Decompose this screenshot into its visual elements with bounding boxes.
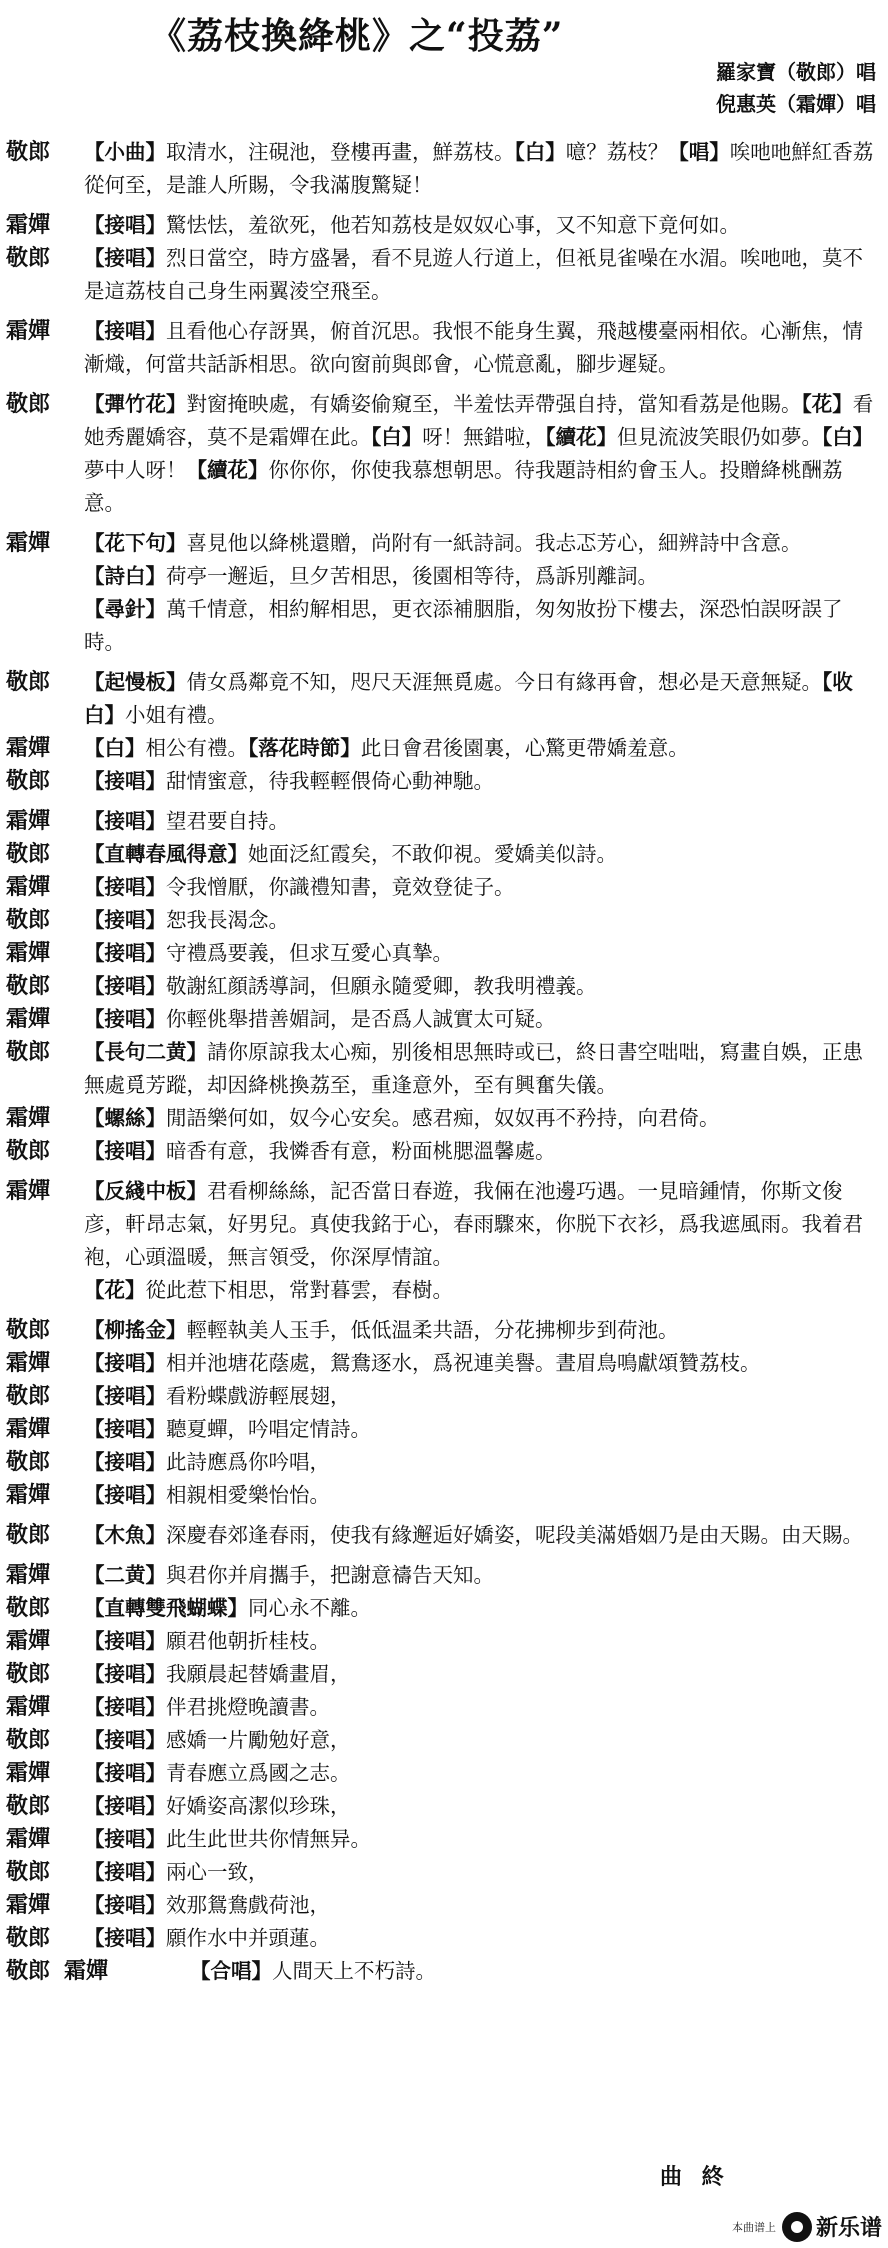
script-line: [0, 1625, 888, 1658]
speaker-name: [0, 1856, 84, 1889]
tune-tag: 【白】: [84, 736, 146, 760]
speaker-name: [0, 1559, 84, 1592]
lyric-text: [84, 1479, 888, 1512]
tune-tag: 【接唱】: [84, 1761, 166, 1785]
script-line: [0, 904, 888, 937]
watermark-logo: [732, 2211, 882, 2242]
line-spacer: [0, 1552, 888, 1559]
tune-tag: 【直轉雙飛蝴蝶】: [84, 1596, 248, 1620]
speaker-label-second: 霜嬋: [64, 1958, 109, 1984]
script-line: [0, 1592, 888, 1625]
lyric-segment: 噫？荔枝？: [565, 140, 669, 164]
speaker-label: 敬郎: [6, 1661, 51, 1687]
tune-tag: 【白】: [371, 425, 423, 449]
lyric-segment: 輕輕執美人玉手，低低温柔共語，分花拂柳步到荷池。: [186, 1318, 679, 1342]
speaker-name: [0, 242, 84, 275]
speaker-label: 敬郎: [6, 1138, 51, 1164]
speaker-name: [0, 1380, 84, 1413]
speaker-name: [0, 666, 84, 699]
speaker-name: [0, 1446, 84, 1479]
lyric-text: [84, 1102, 888, 1135]
tune-tag: 【收白】: [84, 670, 853, 727]
lyric-text: [84, 1691, 888, 1724]
watermark-brand: 新乐谱: [815, 2216, 882, 2241]
script-line: [0, 1380, 888, 1413]
lyric-segment: 效那鴛鴦戲荷池，: [166, 1893, 330, 1917]
speaker-label: 霜嬋: [6, 1350, 51, 1376]
speaker-label: 霜嬋: [6, 212, 51, 238]
tune-tag: 【接唱】: [84, 1827, 166, 1851]
lyric-text: [84, 1856, 888, 1889]
speaker-name: [0, 765, 84, 798]
script-line: [0, 1274, 888, 1307]
speaker-label: 霜嬋: [6, 1006, 51, 1032]
line-spacer: [0, 1168, 888, 1175]
credit-line-ni: 倪惠英（霜嬋）唱: [716, 92, 876, 116]
tune-tag: 【白】: [514, 140, 566, 164]
lyric-segment: 人間天上不朽詩。: [272, 1959, 436, 1983]
singer-credits: [716, 56, 876, 120]
lyric-segment: 甜情蜜意，待我輕輕偎倚心動神馳。: [166, 769, 494, 793]
tune-tag: 【白】: [822, 425, 874, 449]
speaker-name: [0, 871, 84, 904]
speaker-label: 敬郎: [6, 973, 51, 999]
tune-tag: 【接唱】: [84, 319, 166, 343]
script-line: [0, 209, 888, 242]
speaker-label: 霜嬋: [6, 1482, 51, 1508]
speaker-label: 霜嬋: [6, 1416, 51, 1442]
script-line: [0, 315, 888, 381]
tune-tag: 【尋針】: [84, 597, 166, 621]
lyric-segment: 兩心一致，: [166, 1860, 269, 1884]
lyric-segment: 對窗掩映處，有嬌姿偷窺至，半羞怯弄帶强自持，當知看荔是他賜。: [186, 392, 802, 416]
lyric-text: [84, 1380, 888, 1413]
music-disc-icon: [782, 2212, 812, 2242]
speaker-label: 敬郎: [6, 1925, 51, 1951]
speaker-label: 敬郎: [6, 768, 51, 794]
script-line: [0, 1724, 888, 1757]
lyric-segment: 請你原諒我太心痴，别後相思無時或已，終日書空咄咄，寫畫自娛，正患無處覓芳蹤，却因絳桃換荔至，重逢意外，至有興奮失儀。: [84, 1040, 863, 1097]
speaker-name: [0, 1691, 84, 1724]
lyric-text: [84, 666, 888, 732]
tune-tag: 【花下句】: [84, 531, 187, 555]
speaker-label: 霜嬋: [6, 1892, 51, 1918]
lyric-text: [84, 1519, 888, 1552]
lyric-text: [84, 1658, 888, 1691]
lyric-text: [84, 1413, 888, 1446]
speaker-name: [0, 838, 84, 871]
lyric-segment: 與君你并肩攜手，把謝意禱告天知。: [166, 1563, 494, 1587]
speaker-name: [0, 805, 84, 838]
speaker-name: [0, 1175, 84, 1208]
lyric-segment: 此生此世共你情無异。: [166, 1827, 371, 1851]
speaker-name: [0, 1519, 84, 1552]
tune-tag: 【接唱】: [84, 769, 166, 793]
lyric-segment: 同心永不離。: [248, 1596, 371, 1620]
speaker-label: 敬郎: [6, 1039, 51, 1065]
speaker-label: 霜嬋: [6, 1826, 51, 1852]
lyric-segment: 你輕佻舉措善媚詞，是否爲人誠實太可疑。: [166, 1007, 556, 1031]
lyric-text: [84, 1625, 888, 1658]
speaker-name: [0, 1347, 84, 1380]
speaker-name: [0, 1592, 84, 1625]
lyric-segment: 荷亭一邂逅，旦夕苦相思，後園相等待，爲訴別離詞。: [166, 564, 658, 588]
tune-tag: 【合唱】: [190, 1959, 272, 1983]
speaker-name: [0, 970, 84, 1003]
lyric-text: [84, 388, 888, 520]
tune-tag: 【接唱】: [84, 246, 166, 270]
tune-tag: 【接唱】: [84, 1728, 166, 1752]
script-line: [0, 937, 888, 970]
speaker-name: [0, 1757, 84, 1790]
lyric-segment: 小姐有禮。: [125, 703, 228, 727]
speaker-name: [0, 1889, 84, 1922]
script-line: [0, 1479, 888, 1512]
speaker-name: [0, 1823, 84, 1856]
script-line: [0, 1446, 888, 1479]
tune-tag: 【接唱】: [84, 1483, 166, 1507]
lyric-text: [84, 315, 888, 381]
tune-tag: 【落花時節】: [248, 736, 361, 760]
tune-tag: 【接唱】: [84, 974, 166, 998]
lyric-segment: 看粉蝶戲游輕展翅，: [166, 1384, 351, 1408]
script-line: [0, 871, 888, 904]
script-line: [0, 388, 888, 520]
speaker-label: 霜嬋: [6, 1562, 51, 1588]
tune-tag: 【詩白】: [84, 564, 166, 588]
lyric-text: [84, 838, 888, 871]
speaker-label: 敬郎: [6, 669, 51, 695]
lyric-text: [84, 871, 888, 904]
speaker-label: 霜嬋: [6, 1628, 51, 1654]
speaker-label: 霜嬋: [6, 874, 51, 900]
lyric-text: [84, 209, 888, 242]
lyric-segment: 青春應立爲國之志。: [166, 1761, 351, 1785]
lyric-segment: 驚怯怯，羞欲死，他若知荔枝是奴奴心事，又不知意下竟何如。: [166, 213, 740, 237]
speaker-name: [0, 315, 84, 348]
tune-tag: 【接唱】: [84, 875, 166, 899]
script-line: [0, 242, 888, 308]
lyric-segment: 敬謝紅顔誘導詞，但願永隨愛卿，教我明禮義。: [166, 974, 597, 998]
script-line: [0, 970, 888, 1003]
lyric-segment: 守禮爲要義，但求互愛心真摯。: [166, 941, 453, 965]
script-line: [0, 136, 888, 202]
speaker-name: [0, 1724, 84, 1757]
lyric-text: [84, 1003, 888, 1036]
tune-tag: 【接唱】: [84, 1629, 166, 1653]
script-line: [0, 1757, 888, 1790]
tune-tag: 【接唱】: [84, 1417, 166, 1441]
script-line: [0, 1102, 888, 1135]
script-line: [0, 765, 888, 798]
speaker-label: 霜嬋: [6, 1760, 51, 1786]
speaker-label: 霜嬋: [6, 808, 51, 834]
lyric-segment: 夢中人呀！: [84, 458, 187, 482]
lyric-segment: 且看他心存訝異，俯首沉思。我恨不能身生翼，飛越樓臺兩相依。心漸焦，情漸熾，何當共話訴相思。欲向窗前與郎會，心慌意亂，腳步遲疑。: [84, 319, 863, 376]
speaker-label: 霜嬋: [6, 1178, 51, 1204]
lyric-text: [84, 1922, 888, 1955]
lyric-segment: 取清水，注硯池，登樓再畫，鮮荔枝。: [166, 140, 515, 164]
lyric-text: [84, 1757, 888, 1790]
lyric-text: [84, 1790, 888, 1823]
tune-tag: 【續花】: [186, 458, 269, 482]
tune-tag: 【接唱】: [84, 1662, 166, 1686]
tune-tag: 【接唱】: [84, 213, 166, 237]
line-spacer: [0, 202, 888, 209]
speaker-label: 敬郎: [6, 1522, 51, 1548]
lyric-text: [84, 937, 888, 970]
script-line: [0, 1413, 888, 1446]
speaker-name: [0, 1036, 84, 1069]
speaker-name: [0, 1790, 84, 1823]
speaker-name: [0, 388, 84, 421]
speaker-label: 敬郎: [6, 245, 51, 271]
lyric-segment: 深慶春郊逢春雨，使我有緣邂逅好嬌姿，呢段美滿婚姻乃是由天賜。由天賜。: [166, 1523, 863, 1547]
lyric-text: [84, 1724, 888, 1757]
lyric-segment: 相并池塘花蔭處，鴛鴦逐水，爲祝連美譽。晝眉鳥鳴獻頌贊荔枝。: [166, 1351, 761, 1375]
lyric-segment: 你你你，你使我慕想朝思。待我題詩相約會玉人。投贈絳桃酬荔意。: [84, 458, 843, 515]
script-line: [0, 1003, 888, 1036]
script-line: [0, 527, 888, 560]
speaker-name: [0, 1102, 84, 1135]
lyric-segment: 此日會君後園裏，心驚更帶嬌羞意。: [360, 736, 689, 760]
tune-tag: 【長句二黄】: [84, 1040, 207, 1064]
script-line: [0, 1955, 888, 1988]
end-mark: 曲 終: [660, 2164, 730, 2190]
script-line: [0, 1856, 888, 1889]
tune-tag: 【花】: [84, 1278, 146, 1302]
script-line: [0, 1889, 888, 1922]
line-spacer: [0, 1307, 888, 1314]
lyric-segment: 她面泛紅霞矣，不敢仰視。愛嬌美似詩。: [248, 842, 617, 866]
lyric-segment: 閒語樂何如，奴今心安矣。感君痴，奴奴再不矜持，向君倚。: [166, 1106, 720, 1130]
speaker-label: 敬郎: [6, 1317, 51, 1343]
line-spacer: [0, 659, 888, 666]
script-line: [0, 838, 888, 871]
lyric-segment: 君看柳絲絲，記否當日春遊，我倆在池邊巧遇。一見暗鍾情，你斯文俊彦，軒昂志氣，好男兒。真使我銘于心，春雨驟來，你脱下衣衫，爲我遮風雨。我着君袍，心頭溫暖，無言領受，你深厚情誼。: [84, 1179, 863, 1269]
tune-tag: 【唱】: [668, 140, 730, 164]
tune-tag: 【接唱】: [84, 1926, 166, 1950]
lyric-segment: 從此惹下相思，常對暮雲，春樹。: [145, 1278, 453, 1302]
speaker-name: [0, 1003, 84, 1036]
script-line: [0, 1036, 888, 1102]
script-line: [0, 1347, 888, 1380]
speaker-name: [0, 1479, 84, 1512]
tune-tag: 【反綫中板】: [84, 1179, 207, 1203]
lyric-segment: 此詩應爲你吟唱，: [166, 1450, 330, 1474]
lyric-segment: 相公有禮。: [145, 736, 248, 760]
tune-tag: 【接唱】: [84, 1695, 166, 1719]
lyric-text: [84, 136, 888, 202]
lyric-text: [84, 765, 888, 798]
script-line: [0, 1559, 888, 1592]
tune-tag: 【接唱】: [84, 1794, 166, 1818]
lyric-segment: 伴君挑燈晚讀書。: [166, 1695, 330, 1719]
lyric-segment: 烈日當空，時方盛暑，看不見遊人行道上，但衹見雀噪在水湄。唉吔吔，莫不是這荔枝自己身生兩翼淩空飛至。: [84, 246, 863, 303]
lyric-segment: 相親相愛樂怡怡。: [166, 1483, 330, 1507]
lyric-segment: 聽夏蟬，吟唱定情詩。: [166, 1417, 371, 1441]
script-line: [0, 1658, 888, 1691]
speaker-label: 敬郎: [6, 907, 51, 933]
lyric-segment: 願作水中并頭蓮。: [166, 1926, 330, 1950]
lyric-text: [84, 1446, 888, 1479]
tune-tag: 【接唱】: [84, 1139, 166, 1163]
speaker-label: 霜嬋: [6, 530, 51, 556]
speaker-name: [0, 1658, 84, 1691]
line-spacer: [0, 798, 888, 805]
lyric-segment: 我願晨起替嬌畫眉，: [166, 1662, 351, 1686]
lyric-segment: 望君要自持。: [166, 809, 289, 833]
tune-tag: 【木魚】: [84, 1523, 166, 1547]
tune-tag: 【接唱】: [84, 1893, 166, 1917]
speaker-label: 敬郎: [6, 1859, 51, 1885]
lyric-segment: 願君他朝折桂枝。: [166, 1629, 330, 1653]
script-line: [0, 732, 888, 765]
speaker-label: 敬郎: [6, 139, 51, 165]
script-line: [0, 560, 888, 593]
lyric-segment: 倩女爲鄰竟不知，咫尺天涯無覓處。今日有緣再會，想必是天意無疑。: [186, 670, 822, 694]
tune-tag: 【二黄】: [84, 1563, 166, 1587]
speaker-name: [0, 732, 84, 765]
lyric-segment: 呀！無錯啦，: [422, 425, 546, 449]
tune-tag: 【接唱】: [84, 1450, 166, 1474]
speaker-label: 霜嬋: [6, 1694, 51, 1720]
speaker-label: 敬郎: [6, 391, 51, 417]
watermark-small-text: 本曲谱上: [731, 2220, 776, 2234]
speaker-name: [0, 1625, 84, 1658]
lyric-segment: 恕我長渴念。: [166, 908, 289, 932]
lyric-segment: 喜見他以絳桃還贈，尚附有一紙詩詞。我忐忑芳心，細辨詩中含意。: [186, 531, 802, 555]
script-line: [0, 1922, 888, 1955]
lyric-text: [84, 242, 888, 308]
lyric-text: [84, 1347, 888, 1380]
page-title: 《荔枝換絳桃》之“投荔”: [150, 15, 564, 57]
tune-tag: 【花】: [801, 392, 853, 416]
speaker-label: 敬郎: [6, 1383, 51, 1409]
tune-tag: 【起慢板】: [84, 670, 187, 694]
script-line: [0, 805, 888, 838]
speaker-label: 敬郎: [6, 1449, 51, 1475]
tune-tag: 【小曲】: [84, 140, 166, 164]
speaker-label: 敬郎: [6, 1793, 51, 1819]
speaker-name: [0, 1922, 84, 1955]
speaker-label: 敬郎: [6, 1958, 51, 1984]
speaker-name: [0, 1314, 84, 1347]
lyric-script: [0, 136, 888, 1988]
line-spacer: [0, 1512, 888, 1519]
lyric-text: [84, 1823, 888, 1856]
lyric-segment: 唉吔吔鮮紅香荔從何至，是誰人所賜，令我滿腹驚疑！: [84, 140, 874, 197]
lyric-text: [84, 970, 888, 1003]
lyric-text: [84, 1314, 888, 1347]
speaker-name: [0, 136, 84, 169]
script-line: [0, 1823, 888, 1856]
speaker-name: [0, 527, 84, 560]
speaker-label: 霜嬋: [6, 940, 51, 966]
script-line: [0, 666, 888, 732]
speaker-name: [0, 1413, 84, 1446]
script-line: [0, 1314, 888, 1347]
tune-tag: 【直轉春風得意】: [84, 842, 248, 866]
lyric-text: [84, 1036, 888, 1102]
lyric-text: [84, 732, 888, 765]
speaker-label: 敬郎: [6, 1595, 51, 1621]
lyric-text: [84, 1559, 888, 1592]
speaker-label: 霜嬋: [6, 735, 51, 761]
tune-tag: 【彈竹花】: [84, 392, 187, 416]
lyric-text: [84, 593, 888, 659]
speaker-label: 霜嬋: [6, 1105, 51, 1131]
lyric-text: [84, 527, 888, 560]
lyric-text: [84, 1592, 888, 1625]
tune-tag: 【接唱】: [84, 1351, 166, 1375]
lyric-text: [190, 1955, 888, 1988]
lyric-text: [84, 1889, 888, 1922]
lyric-text: [84, 1135, 888, 1168]
speaker-name: [0, 904, 84, 937]
lyric-text: [84, 1274, 888, 1307]
lyric-text: [84, 1175, 888, 1274]
lyric-segment: 萬千情意，相約解相思，更衣添補胭脂，匆匆妝扮下樓去，深恐怕誤呀誤了時。: [84, 597, 843, 654]
speaker-label: 敬郎: [6, 1727, 51, 1753]
line-spacer: [0, 381, 888, 388]
lyric-segment: 暗香有意，我憐香有意，粉面桃腮溫馨處。: [166, 1139, 556, 1163]
tune-tag: 【接唱】: [84, 1384, 166, 1408]
tune-tag: 【接唱】: [84, 809, 166, 833]
script-line: [0, 1691, 888, 1724]
script-line: [0, 1790, 888, 1823]
lyric-text: [84, 560, 888, 593]
tune-tag: 【接唱】: [84, 941, 166, 965]
lyric-segment: 看她秀麗嬌容，莫不是霜嬋在此。: [84, 392, 874, 449]
lyric-text: [84, 904, 888, 937]
script-line: [0, 1135, 888, 1168]
tune-tag: 【續花】: [545, 425, 617, 449]
lyric-segment: 好嬌姿高潔似珍珠，: [166, 1794, 351, 1818]
speaker-name: [0, 937, 84, 970]
lyric-segment: 令我憎厭，你識禮知書，竟效登徒子。: [166, 875, 515, 899]
tune-tag: 【接唱】: [84, 1007, 166, 1031]
lyric-segment: 但見流波笑眼仍如夢。: [617, 425, 822, 449]
tune-tag: 【接唱】: [84, 1860, 166, 1884]
tune-tag: 【柳搖金】: [84, 1318, 187, 1342]
tune-tag: 【接唱】: [84, 908, 166, 932]
speaker-name: [0, 1135, 84, 1168]
credit-line-luo: 羅家寶（敬郎）唱: [716, 60, 876, 84]
script-line: [0, 1175, 888, 1274]
script-line: [0, 1519, 888, 1552]
speaker-label: 霜嬋: [6, 318, 51, 344]
lyric-text: [84, 805, 888, 838]
line-spacer: [0, 520, 888, 527]
speaker-label: 敬郎: [6, 841, 51, 867]
lyric-segment: 感嬌一片勵勉好意，: [166, 1728, 351, 1752]
speaker-name: [0, 1955, 190, 1988]
line-spacer: [0, 308, 888, 315]
script-line: [0, 593, 888, 659]
speaker-name: [0, 209, 84, 242]
tune-tag: 【螺絲】: [84, 1106, 166, 1130]
